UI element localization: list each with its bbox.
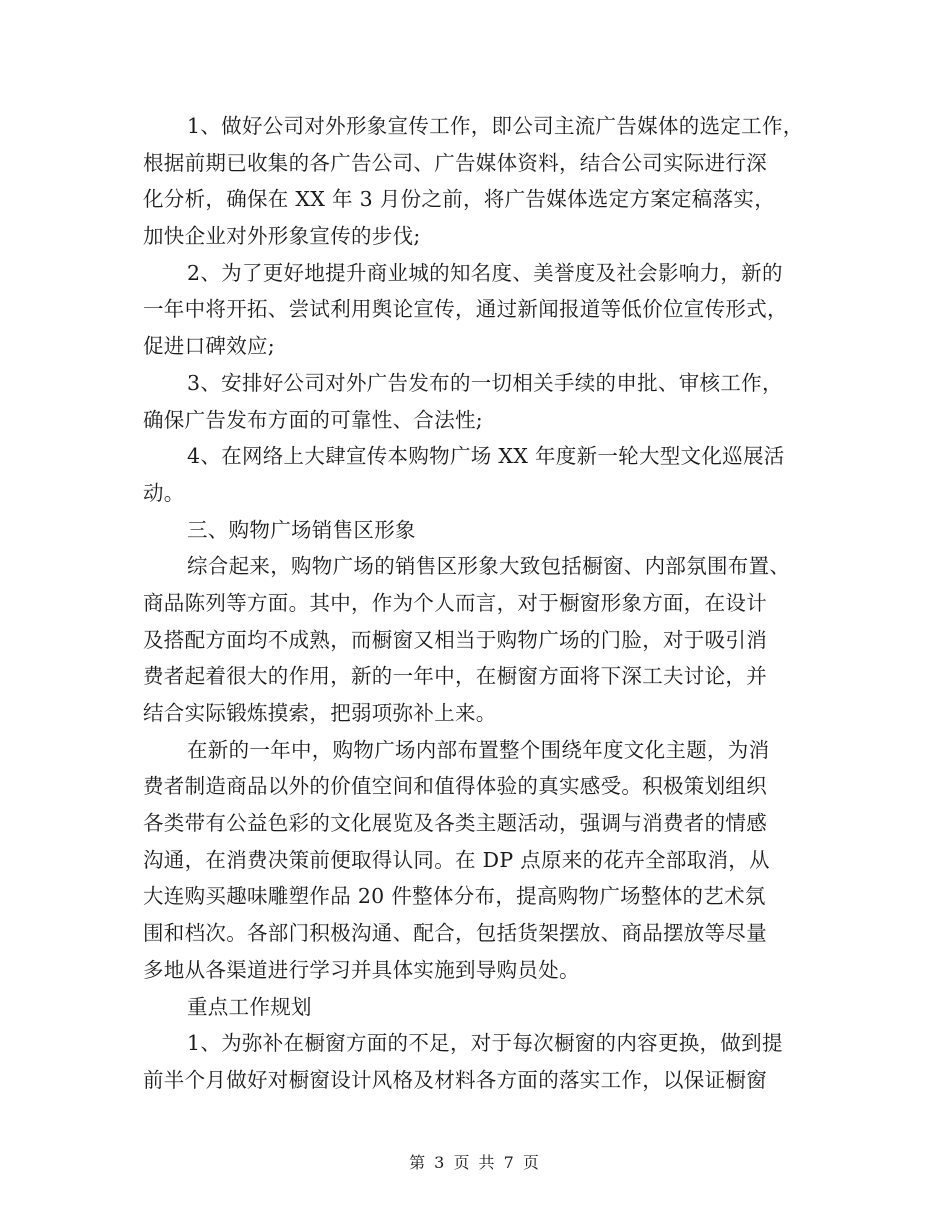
text-line: 促进口碑效应; bbox=[143, 334, 276, 359]
text-line: 费者起着很大的作用，新的一年中，在橱窗方面将下深工夫讨论，并 bbox=[143, 664, 767, 689]
text-line: 综合起来，购物广场的销售区形象大致包括橱窗、内部氛围布置、 bbox=[187, 554, 791, 579]
text-line: 4、在网络上大肆宣传本购物广场 XX 年度新一轮大型文化巡展活 bbox=[187, 444, 785, 469]
text-line: 化分析，确保在 XX 年 3 月份之前，将广告媒体选定方案定稿落实， bbox=[143, 187, 775, 212]
text-line: 围和档次。各部门积极沟通、配合，包括货架摆放、商品摆放等尽量 bbox=[143, 921, 767, 946]
text-line: 结合实际锻炼摸索，把弱项弥补上来。 bbox=[143, 701, 497, 725]
text-line: 确保广告发布方面的可靠性、合法性; bbox=[143, 407, 484, 432]
document-body bbox=[143, 108, 811, 1099]
text-line: 在新的一年中，购物广场内部布置整个围绕年度文化主题，为消 bbox=[187, 737, 770, 762]
text-line: 费者制造商品以外的价值空间和值得体验的真实感受。积极策划组织 bbox=[143, 774, 767, 799]
text-line: 沟通，在消费决策前便取得认同。在 DP 点原来的花卉全部取消，从 bbox=[143, 847, 770, 872]
text-line: 加快企业对外形象宣传的步伐; bbox=[143, 224, 421, 249]
text-line: 前半个月做好对橱窗设计风格及材料各方面的落实工作，以保证橱窗 bbox=[143, 1067, 767, 1092]
text-line: 1、做好公司对外形象宣传工作，即公司主流广告媒体的选定工作， bbox=[187, 114, 804, 138]
text-line: 多地从各渠道进行学习并具体实施到导购员处。 bbox=[143, 957, 580, 982]
text-line: 2、为了更好地提升商业城的知名度、美誉度及社会影响力，新的 bbox=[187, 260, 783, 285]
text-line: 大连购买趣味雕塑作品 20 件整体分布，提高购物广场整体的艺术氛 bbox=[143, 884, 766, 909]
text-line: 各类带有公益色彩的文化展览及各类主题活动，强调与消费者的情感 bbox=[143, 811, 767, 836]
text-line: 3、安排好公司对外广告发布的一切相关手续的申批、审核工作， bbox=[187, 370, 783, 395]
text-line: 重点工作规划 bbox=[187, 994, 312, 1019]
text-line: 1、为弥补在橱窗方面的不足，对于每次橱窗的内容更换，做到提 bbox=[187, 1031, 783, 1056]
text-line: 三、购物广场销售区形象 bbox=[187, 517, 416, 542]
text-line: 一年中将开拓、尝试利用舆论宣传，通过新闻报道等低价位宣传形式， bbox=[143, 297, 788, 322]
text-line: 及搭配方面均不成熟，而橱窗又相当于购物广场的门脸，对于吸引消 bbox=[143, 627, 767, 652]
text-line: 动。 bbox=[143, 480, 185, 505]
text-line: 商品陈列等方面。其中，作为个人而言，对于橱窗形象方面，在设计 bbox=[143, 590, 767, 615]
text-line: 根据前期已收集的各广告公司、广告媒体资料，结合公司实际进行深 bbox=[143, 150, 767, 175]
page-footer: 第 3 页 共 7 页 bbox=[409, 1153, 541, 1172]
